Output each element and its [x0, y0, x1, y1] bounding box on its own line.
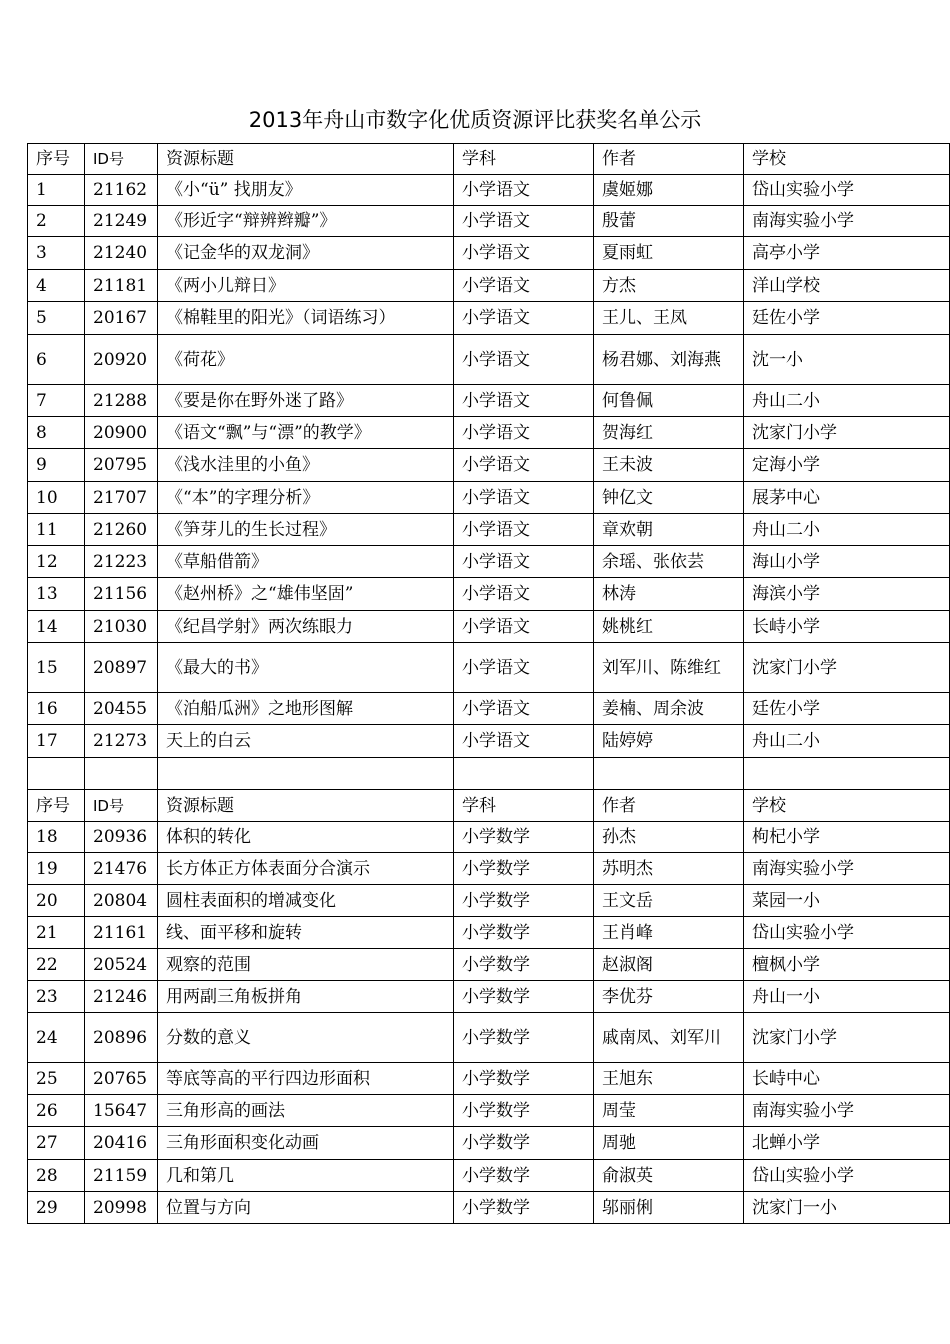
school-cell: 沈一小 [744, 335, 950, 385]
subject-cell: 小学语文 [454, 302, 594, 335]
index-cell: 17 [28, 725, 85, 758]
table-row [28, 417, 950, 449]
author-cell: 赵淑阁 [594, 949, 744, 981]
school-cell: 海滨小学 [744, 578, 950, 611]
title-cell: 《两小儿辩日》 [158, 270, 454, 302]
author-cell: 虞姬娜 [594, 175, 744, 206]
id-cell: ID号 [85, 790, 158, 822]
subject-cell: 小学语文 [454, 335, 594, 385]
subject-cell: 小学语文 [454, 725, 594, 758]
author-cell: 孙杰 [594, 822, 744, 853]
school-cell: 南海实验小学 [744, 1095, 950, 1127]
id-cell: 15647 [85, 1095, 158, 1127]
index-cell: 3 [28, 237, 85, 270]
table-row [28, 1192, 950, 1224]
id-cell: 20455 [85, 693, 158, 725]
title-cell: 三角形面积变化动画 [158, 1127, 454, 1160]
school-cell: 檀枫小学 [744, 949, 950, 981]
subject-cell: 小学语文 [454, 270, 594, 302]
subject-cell: 小学数学 [454, 1160, 594, 1192]
table-row [28, 1127, 950, 1160]
school-cell: 岱山实验小学 [744, 1160, 950, 1192]
subject-cell: 小学数学 [454, 1013, 594, 1063]
school-cell: 北蝉小学 [744, 1127, 950, 1160]
subject-cell: 小学语文 [454, 643, 594, 693]
subject-cell: 小学数学 [454, 1095, 594, 1127]
author-cell: 姜楠、周余波 [594, 693, 744, 725]
id-cell: 20936 [85, 822, 158, 853]
table-row [28, 725, 950, 758]
title-cell: 几和第几 [158, 1160, 454, 1192]
index-cell: 21 [28, 917, 85, 949]
school-cell: 定海小学 [744, 449, 950, 482]
page-title: 2013年舟山市数字化优质资源评比获奖名单公示 [248, 108, 702, 132]
author-cell: 苏明杰 [594, 853, 744, 885]
school-cell: 舟山二小 [744, 725, 950, 758]
table-row [28, 514, 950, 546]
school-cell: 廷佐小学 [744, 693, 950, 725]
title-cell: 《记金华的双龙洞》 [158, 237, 454, 270]
author-cell: 作者 [594, 790, 744, 822]
title-cell: 《要是你在野外迷了路》 [158, 385, 454, 417]
subject-cell: 学科 [454, 144, 594, 175]
school-cell: 学校 [744, 144, 950, 175]
index-cell: 23 [28, 981, 85, 1013]
author-cell: 邬丽俐 [594, 1192, 744, 1224]
subject-cell: 小学数学 [454, 853, 594, 885]
subject-cell: 小学语文 [454, 514, 594, 546]
subject-cell: 小学语文 [454, 693, 594, 725]
awards-table [27, 143, 950, 1224]
index-cell: 序号 [28, 144, 85, 175]
author-cell: 殷蕾 [594, 206, 744, 237]
table-row [28, 270, 950, 302]
id-cell: 20804 [85, 885, 158, 917]
title-cell: 线、面平移和旋转 [158, 917, 454, 949]
subject-cell: 小学语文 [454, 175, 594, 206]
subject-cell: 小学数学 [454, 1063, 594, 1095]
index-cell: 27 [28, 1127, 85, 1160]
subject-cell: 小学语文 [454, 206, 594, 237]
table-row [28, 578, 950, 611]
table-row [28, 643, 950, 693]
author-cell: 林涛 [594, 578, 744, 611]
id-cell: 20896 [85, 1013, 158, 1063]
title-cell: 圆柱表面积的增减变化 [158, 885, 454, 917]
subject-cell: 小学数学 [454, 949, 594, 981]
index-cell: 26 [28, 1095, 85, 1127]
index-cell [28, 758, 85, 790]
author-cell: 钟亿文 [594, 482, 744, 514]
index-cell: 16 [28, 693, 85, 725]
index-cell: 2 [28, 206, 85, 237]
author-cell: 王文岳 [594, 885, 744, 917]
index-cell: 5 [28, 302, 85, 335]
subject-cell [454, 758, 594, 790]
title-cell: 《泊船瓜洲》之地形图解 [158, 693, 454, 725]
index-cell: 序号 [28, 790, 85, 822]
title-cell: 天上的白云 [158, 725, 454, 758]
title-cell: 《浅水洼里的小鱼》 [158, 449, 454, 482]
school-cell: 岱山实验小学 [744, 175, 950, 206]
table-row [28, 482, 950, 514]
author-cell [594, 758, 744, 790]
subject-cell: 小学语文 [454, 482, 594, 514]
id-cell: 20920 [85, 335, 158, 385]
school-cell: 长峙中心 [744, 1063, 950, 1095]
index-cell: 25 [28, 1063, 85, 1095]
spacer-row [28, 758, 950, 790]
school-cell: 沈家门小学 [744, 1013, 950, 1063]
title-cell: 观察的范围 [158, 949, 454, 981]
school-cell: 舟山二小 [744, 514, 950, 546]
subject-cell: 学科 [454, 790, 594, 822]
school-cell: 学校 [744, 790, 950, 822]
subject-cell: 小学数学 [454, 917, 594, 949]
table-row [28, 1013, 950, 1063]
id-cell: 21707 [85, 482, 158, 514]
school-cell: 洋山学校 [744, 270, 950, 302]
title-cell: 体积的转化 [158, 822, 454, 853]
index-cell: 7 [28, 385, 85, 417]
index-cell: 11 [28, 514, 85, 546]
author-cell: 戚南凤、刘军川 [594, 1013, 744, 1063]
id-cell: 21223 [85, 546, 158, 578]
title-cell: 《荷花》 [158, 335, 454, 385]
index-cell: 18 [28, 822, 85, 853]
id-cell [85, 758, 158, 790]
school-cell: 舟山一小 [744, 981, 950, 1013]
id-cell: 21288 [85, 385, 158, 417]
author-cell: 何鲁佩 [594, 385, 744, 417]
id-cell: 20795 [85, 449, 158, 482]
school-cell: 沈家门小学 [744, 417, 950, 449]
subject-cell: 小学数学 [454, 822, 594, 853]
author-cell: 陆婷婷 [594, 725, 744, 758]
index-cell: 22 [28, 949, 85, 981]
author-cell: 刘军川、陈维红 [594, 643, 744, 693]
index-cell: 29 [28, 1192, 85, 1224]
school-cell: 舟山二小 [744, 385, 950, 417]
author-cell: 王旭东 [594, 1063, 744, 1095]
author-cell: 王未波 [594, 449, 744, 482]
subject-cell: 小学语文 [454, 417, 594, 449]
index-cell: 6 [28, 335, 85, 385]
title-cell: 分数的意义 [158, 1013, 454, 1063]
index-cell: 28 [28, 1160, 85, 1192]
school-cell: 高亭小学 [744, 237, 950, 270]
author-cell: 李优芬 [594, 981, 744, 1013]
id-cell: 20524 [85, 949, 158, 981]
school-cell: 长峙小学 [744, 611, 950, 643]
table-row [28, 611, 950, 643]
school-cell: 菜园一小 [744, 885, 950, 917]
title-cell: 《语文“飘”与“漂”的教学》 [158, 417, 454, 449]
title-cell: 《小“ü” 找朋友》 [158, 175, 454, 206]
id-cell: ID号 [85, 144, 158, 175]
title-cell: 资源标题 [158, 144, 454, 175]
table-row [28, 822, 950, 853]
title-cell: 《棉鞋里的阳光》（词语练习） [158, 302, 454, 335]
table-row [28, 546, 950, 578]
table-row [28, 335, 950, 385]
subject-cell: 小学语文 [454, 385, 594, 417]
author-cell: 贺海红 [594, 417, 744, 449]
table-row [28, 237, 950, 270]
school-cell: 沈家门小学 [744, 643, 950, 693]
index-cell: 8 [28, 417, 85, 449]
subject-cell: 小学语文 [454, 611, 594, 643]
id-cell: 21476 [85, 853, 158, 885]
id-cell: 21162 [85, 175, 158, 206]
title-cell: 《笋芽儿的生长过程》 [158, 514, 454, 546]
id-cell: 21161 [85, 917, 158, 949]
id-cell: 21246 [85, 981, 158, 1013]
index-cell: 15 [28, 643, 85, 693]
table-row [28, 175, 950, 206]
table-row [28, 302, 950, 335]
subject-cell: 小学语文 [454, 578, 594, 611]
table-row [28, 1160, 950, 1192]
header-row [28, 790, 950, 822]
author-cell: 杨君娜、刘海燕 [594, 335, 744, 385]
author-cell: 夏雨虹 [594, 237, 744, 270]
index-cell: 12 [28, 546, 85, 578]
index-cell: 10 [28, 482, 85, 514]
title-cell: 《赵州桥》之“雄伟坚固” [158, 578, 454, 611]
table-row [28, 693, 950, 725]
table-row [28, 853, 950, 885]
id-cell: 21240 [85, 237, 158, 270]
title-cell: 《形近字“辩辨辫瓣”》 [158, 206, 454, 237]
school-cell: 展茅中心 [744, 482, 950, 514]
author-cell: 俞淑英 [594, 1160, 744, 1192]
id-cell: 20998 [85, 1192, 158, 1224]
table-row [28, 949, 950, 981]
school-cell: 沈家门一小 [744, 1192, 950, 1224]
author-cell: 周驰 [594, 1127, 744, 1160]
subject-cell: 小学数学 [454, 981, 594, 1013]
title-cell: 《纪昌学射》两次练眼力 [158, 611, 454, 643]
table-row [28, 917, 950, 949]
id-cell: 20765 [85, 1063, 158, 1095]
table-row [28, 449, 950, 482]
title-cell: 位置与方向 [158, 1192, 454, 1224]
subject-cell: 小学数学 [454, 1192, 594, 1224]
author-cell: 王儿、王凤 [594, 302, 744, 335]
school-cell: 南海实验小学 [744, 206, 950, 237]
author-cell: 姚桃红 [594, 611, 744, 643]
title-cell: 三角形高的画法 [158, 1095, 454, 1127]
subject-cell: 小学语文 [454, 546, 594, 578]
id-cell: 21249 [85, 206, 158, 237]
table-row [28, 1063, 950, 1095]
school-cell: 海山小学 [744, 546, 950, 578]
title-cell: 《最大的书》 [158, 643, 454, 693]
index-cell: 14 [28, 611, 85, 643]
id-cell: 20900 [85, 417, 158, 449]
school-cell: 廷佐小学 [744, 302, 950, 335]
table-row [28, 206, 950, 237]
author-cell: 章欢朝 [594, 514, 744, 546]
index-cell: 19 [28, 853, 85, 885]
author-cell: 作者 [594, 144, 744, 175]
school-cell [744, 758, 950, 790]
subject-cell: 小学数学 [454, 885, 594, 917]
header-row [28, 144, 950, 175]
author-cell: 周莹 [594, 1095, 744, 1127]
index-cell: 4 [28, 270, 85, 302]
index-cell: 9 [28, 449, 85, 482]
id-cell: 21181 [85, 270, 158, 302]
id-cell: 20897 [85, 643, 158, 693]
subject-cell: 小学语文 [454, 237, 594, 270]
index-cell: 13 [28, 578, 85, 611]
id-cell: 21159 [85, 1160, 158, 1192]
table-row [28, 981, 950, 1013]
title-cell: 《“本”的字理分析》 [158, 482, 454, 514]
index-cell: 1 [28, 175, 85, 206]
table-row [28, 385, 950, 417]
title-cell: 《草船借箭》 [158, 546, 454, 578]
school-cell: 南海实验小学 [744, 853, 950, 885]
school-cell: 岱山实验小学 [744, 917, 950, 949]
title-cell: 用两副三角板拼角 [158, 981, 454, 1013]
subject-cell: 小学语文 [454, 449, 594, 482]
id-cell: 20416 [85, 1127, 158, 1160]
table-row [28, 885, 950, 917]
id-cell: 20167 [85, 302, 158, 335]
id-cell: 21273 [85, 725, 158, 758]
index-cell: 20 [28, 885, 85, 917]
author-cell: 余瑶、张依芸 [594, 546, 744, 578]
id-cell: 21030 [85, 611, 158, 643]
table-row [28, 1095, 950, 1127]
title-cell: 等底等高的平行四边形面积 [158, 1063, 454, 1095]
id-cell: 21260 [85, 514, 158, 546]
index-cell: 24 [28, 1013, 85, 1063]
title-cell: 长方体正方体表面分合演示 [158, 853, 454, 885]
subject-cell: 小学数学 [454, 1127, 594, 1160]
id-cell: 21156 [85, 578, 158, 611]
author-cell: 方杰 [594, 270, 744, 302]
title-cell: 资源标题 [158, 790, 454, 822]
title-cell [158, 758, 454, 790]
author-cell: 王肖峰 [594, 917, 744, 949]
school-cell: 枸杞小学 [744, 822, 950, 853]
